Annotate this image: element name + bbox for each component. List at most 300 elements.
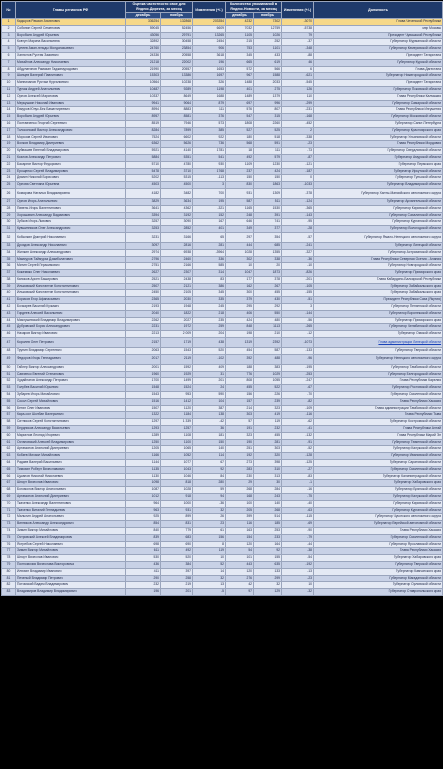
governor-name-cell: Полномочия Вячеслава Викторовича [16, 561, 126, 568]
governor-name-cell: Бердников Александр Васильевич [16, 426, 126, 433]
direct-nov-cell: 1100 [161, 439, 193, 446]
direct-change-cell: -113 [193, 175, 226, 182]
direct-dec-cell: 5921 [126, 148, 161, 155]
direct-nov-cell: 1184 [161, 412, 193, 419]
direct-dec-cell: 1548 [126, 385, 161, 392]
news-dec-cell: 273 [226, 460, 254, 467]
position-cell: Губернатор Свердловской области [314, 148, 443, 155]
news-dec-cell: 156 [226, 392, 254, 399]
news-dec-cell: 345 [226, 52, 254, 59]
table-row [2, 494, 443, 501]
governor-name-cell: Артамонов Анатолий Дмитриевич [16, 494, 126, 501]
news-nov-cell: 391 [254, 212, 282, 219]
governor-name-cell: Кадыров Рамзан Ахматович [16, 19, 126, 26]
position-cell: Губернатор Московской области [314, 114, 443, 121]
position-cell: Губернатор Хабаровского края [314, 555, 443, 562]
direct-nov-cell: 2030 [161, 297, 193, 304]
position-cell: Губернатор Приморского края [314, 317, 443, 324]
table-row [2, 188, 443, 198]
direct-change-cell: 204 [193, 331, 226, 338]
row-number-cell: 73 [2, 521, 16, 528]
direct-nov-cell: 520 [161, 555, 193, 562]
news-dec-cell: 198 [226, 331, 254, 338]
row-number-cell: 4 [2, 39, 16, 46]
direct-nov-cell: 2119 [161, 354, 193, 364]
news-nov-cell: 433 [254, 52, 282, 59]
direct-dec-cell: 1166 [126, 453, 161, 460]
news-nov-cell: 480 [254, 317, 282, 324]
news-dec-cell: 379 [226, 297, 254, 304]
governor-name-cell: Маркелов Леонид Игоревич [16, 432, 126, 439]
table-row [2, 324, 443, 331]
table-row [2, 73, 443, 80]
direct-nov-cell: 3710 [161, 168, 193, 175]
direct-change-cell: 84 [193, 473, 226, 480]
direct-dec-cell: 2521 [126, 276, 161, 283]
governor-name-cell: Шанцев Валерий Павлинович [16, 73, 126, 80]
governor-name-cell: Габлер Виктор Александрович [16, 364, 126, 371]
direct-change-cell: 245 [193, 304, 226, 311]
news-dec-cell: 162 [226, 283, 254, 290]
position-cell: Губернатор Ханты-Мансийского автономного округа [314, 188, 443, 198]
row-number-cell: 58 [2, 419, 16, 426]
news-change-cell: -253 [282, 371, 314, 378]
news-change-cell: -38 [282, 548, 314, 555]
governor-name-cell: Зимин Виктор Михайлович [16, 548, 126, 555]
news-change-cell: -23 [282, 575, 314, 582]
direct-change-cell: 314 [193, 270, 226, 277]
news-nov-cell: 1530 [254, 205, 282, 212]
news-nov-cell: 383 [254, 364, 282, 371]
news-nov-cell: 424 [254, 168, 282, 175]
news-nov-cell: 807 [254, 107, 282, 114]
row-number-cell: 36 [2, 263, 16, 270]
row-number-cell: 33 [2, 242, 16, 249]
news-change-cell: -12 [282, 331, 314, 338]
news-nov-cell: 488 [254, 354, 282, 364]
direct-nov-cell: 4140 [161, 148, 193, 155]
row-number-cell: 64 [2, 460, 16, 467]
news-dec-cell: 830 [226, 182, 254, 189]
news-dec-cell: 1109 [226, 161, 254, 168]
position-cell: Глава администрации Тамбовской области [314, 405, 443, 412]
governor-name-cell: Орлов Игорь Анатольевич [16, 198, 126, 205]
table-row [2, 338, 443, 348]
position-cell: Глава Республики Ингушетия [314, 107, 443, 114]
row-number-cell: 56 [2, 405, 16, 412]
position-cell: Губернатор Курганской области [314, 219, 443, 226]
news-dec-cell: 10 [226, 263, 254, 270]
direct-dec-cell: 10337 [126, 93, 161, 100]
direct-change-cell: 401 [193, 226, 226, 233]
news-nov-cell: 2033 [254, 80, 282, 87]
direct-nov-cell: 1592 [161, 364, 193, 371]
position-cell: Губернатор Калужской области [314, 494, 443, 501]
news-dec-cell: 283 [226, 466, 254, 473]
news-change-cell: -247 [282, 378, 314, 385]
col-header-nov-news: ноябрь [254, 13, 282, 19]
row-number-cell: 46 [2, 331, 16, 338]
governor-name-cell: Дубровский Борис Александрович [16, 324, 126, 331]
table-row [2, 141, 443, 148]
news-change-cell: -95 [282, 219, 314, 226]
position-cell: Глава Кабардино-Балкарской Республики [314, 276, 443, 283]
table-row [2, 19, 443, 26]
news-change-cell: -51 [282, 297, 314, 304]
position-cell: Губернатор Пензенской области [314, 304, 443, 311]
news-dec-cell: 576 [226, 107, 254, 114]
direct-change-cell: 83 [193, 276, 226, 283]
direct-dec-cell: 2157 [126, 338, 161, 348]
governor-name-cell: Остаповский Алексей Владимирович [16, 439, 126, 446]
direct-nov-cell: 219 [161, 582, 193, 589]
news-change-cell: -36 [282, 256, 314, 263]
position-cell: Губернатор Забайкальского края [314, 283, 443, 290]
direct-change-cell: 235 [193, 317, 226, 324]
governor-name-cell: Федоров Игорь Геннадьевич [16, 354, 126, 364]
news-change-cell: -115 [282, 514, 314, 521]
position-cell: Губернатор Челябинской области [314, 324, 443, 331]
direct-nov-cell: 1412 [161, 398, 193, 405]
news-nov-cell: 685 [254, 242, 282, 249]
direct-nov-cell: 52456 [161, 25, 193, 32]
position-cell: Президент Татарстана [314, 80, 443, 87]
direct-dec-cell: 290 [126, 575, 161, 582]
position-cell: Губернатор Вологодской области [314, 226, 443, 233]
direct-change-cell: 1781 [193, 148, 226, 155]
news-dec-cell: 42 [226, 582, 254, 589]
direct-dec-cell: 8284 [126, 127, 161, 134]
news-change-cell: -90 [282, 527, 314, 534]
news-change-cell: -52 [282, 446, 314, 453]
news-dec-cell: 295 [226, 304, 254, 311]
position-cell: Губернатор Кировской области [314, 205, 443, 212]
news-change-cell: -91 [282, 439, 314, 446]
position-cell: Губернатор Тверской области [314, 348, 443, 355]
news-change-cell: -121 [282, 161, 314, 168]
direct-nov-cell: 132868 [161, 19, 193, 26]
position-cell: Губернатор Белгородской области [314, 371, 443, 378]
direct-nov-cell: 20558 [161, 52, 193, 59]
news-dec-cell: 1489 [226, 93, 254, 100]
position-cell[interactable]: Глава администрации Липецкой области [314, 338, 443, 348]
news-dec-cell: 297 [226, 232, 254, 242]
news-nov-cell: 299 [254, 575, 282, 582]
direct-change-cell: 409 [193, 364, 226, 371]
news-nov-cell: 92 [254, 548, 282, 555]
position-cell: Губернатор Тульской области [314, 175, 443, 182]
news-nov-cell: 284 [254, 487, 282, 494]
news-nov-cell: 1230 [254, 161, 282, 168]
news-nov-cell: 741 [254, 219, 282, 226]
news-nov-cell: 378 [254, 276, 282, 283]
direct-dec-cell: 411 [126, 568, 161, 575]
position-cell: Губернатор Калининградской области [314, 473, 443, 480]
news-nov-cell: 32 [254, 582, 282, 589]
news-nov-cell: 377 [254, 226, 282, 233]
news-dec-cell: 120 [226, 568, 254, 575]
direct-nov-cell: 9064 [161, 100, 193, 107]
row-number-cell: 13 [2, 100, 16, 107]
news-nov-cell: 1055 [254, 378, 282, 385]
table-row [2, 555, 443, 562]
news-change-cell: -124 [282, 198, 314, 205]
table-row [2, 212, 443, 219]
col-header-change-news: Изменения (+/-) [282, 2, 314, 19]
news-change-cell: -3070 [282, 19, 314, 26]
direct-change-cell: 922 [193, 134, 226, 141]
position-cell: Губернатор Астраханской области [314, 249, 443, 256]
direct-nov-cell: 384 [161, 561, 193, 568]
direct-nov-cell: 2852 [161, 226, 193, 233]
direct-change-cell: 376 [193, 114, 226, 121]
news-dec-cell: 230 [226, 473, 254, 480]
governor-name-cell: Морозов Сергей Иванович [16, 134, 126, 141]
direct-change-cell: 6609 [193, 25, 226, 32]
direct-dec-cell: 43056 [126, 32, 161, 39]
col-header-nov: ноябрь [161, 13, 193, 19]
news-dec-cell: 237 [226, 168, 254, 175]
direct-dec-cell: 925 [126, 514, 161, 521]
position-cell: мэр Москвы [314, 25, 443, 32]
direct-nov-cell: 831 [161, 521, 193, 528]
table-row [2, 86, 443, 93]
position-cell: Губернатор Забайкальского края [314, 290, 443, 297]
direct-nov-cell: 690 [161, 541, 193, 548]
direct-nov-cell: 7946 [161, 120, 193, 127]
direct-nov-cell: 818 [161, 480, 193, 487]
position-cell: Губернатор Калужской области [314, 446, 443, 453]
direct-dec-cell: 8994 [126, 107, 161, 114]
direct-nov-cell: 953 [161, 392, 193, 399]
table-row [2, 46, 443, 53]
row-number-cell: 66 [2, 473, 16, 480]
direct-nov-cell: 5626 [161, 141, 193, 148]
row-number-cell: 59 [2, 426, 16, 433]
position-cell: Губернатор Саратовской области [314, 460, 443, 467]
news-change-cell: -241 [282, 242, 314, 249]
news-nov-cell: 243 [254, 494, 282, 501]
governor-name-cell: Каноков Арсен Баширович [16, 276, 126, 283]
row-number-cell: 20 [2, 148, 16, 155]
direct-nov-cell: 918 [161, 494, 193, 501]
table-row [2, 405, 443, 412]
news-dec-cell: 18 [226, 148, 254, 155]
row-number-cell: 67 [2, 480, 16, 487]
direct-nov-cell: 1043 [161, 466, 193, 473]
row-number-cell: 69 [2, 494, 16, 501]
news-nov-cell: 119 [254, 419, 282, 426]
row-number-cell: 35 [2, 256, 16, 263]
direct-change-cell: 111 [193, 107, 226, 114]
governor-name-cell: Куйвашев Евгений Владимирович [16, 148, 126, 155]
governor-name-cell: Назаров Виктор Иванович [16, 331, 126, 338]
table-row [2, 154, 443, 161]
governor-name-cell: Илюхин Владимир Иванович [16, 568, 126, 575]
governor-name-cell: Ткаченко Виталий Геннадьевич [16, 507, 126, 514]
news-nov-cell: 323 [254, 405, 282, 412]
direct-change-cell: 280 [193, 480, 226, 487]
row-number-cell: 71 [2, 507, 16, 514]
governor-name-cell: Меркушкин Николай Иванович [16, 100, 126, 107]
news-dec-cell: 547 [226, 114, 254, 121]
direct-nov-cell: 2460 [161, 256, 193, 263]
position-cell: Губернатор Магаданской области [314, 575, 443, 582]
table-row [2, 310, 443, 317]
governor-name-cell: Волков Владимир Дмитриевич [16, 141, 126, 148]
news-nov-cell: 1113 [254, 324, 282, 331]
governor-name-cell: Турчак Андрей Анатольевич [16, 86, 126, 93]
news-dec-cell: 177 [226, 276, 254, 283]
table-body [2, 19, 443, 596]
news-change-cell: -144 [282, 310, 314, 317]
position-cell: Губернатор Приморского края [314, 270, 443, 277]
news-change-cell: -57 [282, 232, 314, 242]
direct-change-cell: 32 [193, 575, 226, 582]
direct-change-cell: -321 [193, 205, 226, 212]
governor-name-cell: Савченко Евгений Степанович [16, 371, 126, 378]
news-change-cell: -67 [282, 385, 314, 392]
direct-change-cell: 930 [193, 161, 226, 168]
governor-name-cell: Гордеев Алексей Васильевич [16, 310, 126, 317]
news-dec-cell: 192 [226, 453, 254, 460]
news-dec-cell: 848 [226, 324, 254, 331]
governor-name-cell: Борисов Егор Афанасьевич [16, 297, 126, 304]
direct-nov-cell: 5351 [161, 154, 193, 161]
position-cell: Губернатор Ивановской области [314, 453, 443, 460]
direct-dec-cell: 6362 [126, 141, 161, 148]
news-change-cell: -75 [282, 494, 314, 501]
news-nov-cell: 525 [254, 127, 282, 134]
governor-name-cell: Сокол Сергей Михайлович [16, 398, 126, 405]
row-number-cell: 30 [2, 219, 16, 226]
table-row [2, 168, 443, 175]
row-number-cell: 15 [2, 114, 16, 121]
direct-change-cell: 10 [193, 555, 226, 562]
direct-change-cell: 31 [193, 371, 226, 378]
table-row [2, 161, 443, 168]
direct-nov-cell: 1972 [161, 324, 193, 331]
news-dec-cell: 454 [226, 348, 254, 355]
news-dec-cell: 150 [226, 175, 254, 182]
direct-nov-cell: 1524 [161, 385, 193, 392]
direct-change-cell: 335 [193, 297, 226, 304]
table-row [2, 59, 443, 66]
row-number-cell: 8 [2, 66, 16, 73]
direct-change-cell: 23 [193, 521, 226, 528]
direct-dec-cell: 2231 [126, 324, 161, 331]
governor-name-cell: Ковтун Марина Васильевна [16, 39, 126, 46]
direct-nov-cell: 5315 [161, 175, 193, 182]
direct-nov-cell: 258 [161, 575, 193, 582]
table-row [2, 290, 443, 297]
direct-change-cell: 573 [193, 120, 226, 127]
governor-name-cell: Кобзев Михаил Михайлович [16, 453, 126, 460]
row-number-cell: 57 [2, 412, 16, 419]
direct-nov-cell: 4500 [161, 182, 193, 189]
direct-dec-cell: 840 [126, 527, 161, 534]
direct-change-cell: 201 [193, 378, 226, 385]
row-number-cell: 39 [2, 283, 16, 290]
news-dec-cell: 300 [226, 290, 254, 297]
row-number-cell: 12 [2, 93, 16, 100]
news-change-cell: -545 [282, 80, 314, 87]
direct-nov-cell: 3482 [161, 188, 193, 198]
direct-change-cell: 65 [193, 232, 226, 242]
news-nov-cell: 111 [254, 148, 282, 155]
row-number-cell: 40 [2, 290, 16, 297]
news-dec-cell: 188 [226, 364, 254, 371]
governor-name-cell: Ильковский Константин Константинович [16, 290, 126, 297]
direct-dec-cell: 963 [126, 507, 161, 514]
direct-nov-cell: 8581 [161, 114, 193, 121]
table-row [2, 507, 443, 514]
table-row [2, 419, 443, 426]
table-row [2, 263, 443, 270]
news-change-cell: -327 [282, 249, 314, 256]
direct-dec-cell: 2213 [126, 331, 161, 338]
position-cell: Глава Республики Марий Эл [314, 432, 443, 439]
news-dec-cell: 424 [226, 317, 254, 324]
direct-dec-cell: 1543 [126, 392, 161, 399]
position-cell: Губернатор Красноярского края [314, 127, 443, 134]
table-row [2, 460, 443, 467]
news-dec-cell: 323 [226, 432, 254, 439]
row-number-cell: 55 [2, 398, 16, 405]
direct-change-cell: 92 [193, 466, 226, 473]
position-cell: Губернатор Новгородской области [314, 263, 443, 270]
table-row [2, 385, 443, 392]
news-dec-cell: 406 [226, 310, 254, 317]
news-nov-cell: 232 [254, 426, 282, 433]
direct-dec-cell: 5202 [126, 175, 161, 182]
table-row [2, 39, 443, 46]
news-nov-cell: 398 [254, 460, 282, 467]
table-row [2, 521, 443, 528]
direct-dec-cell: 21990 [126, 66, 161, 73]
news-dec-cell: 248 [226, 212, 254, 219]
direct-change-cell: -42 [193, 419, 226, 426]
direct-dec-cell: 5478 [126, 168, 161, 175]
direct-dec-cell: 5710 [126, 161, 161, 168]
direct-dec-cell: 32892 [126, 39, 161, 46]
governor-name-cell: Дроздов Александр Николаевич [16, 242, 126, 249]
row-number-cell: 50 [2, 364, 16, 371]
news-dec-cell: 97 [226, 589, 254, 596]
table-row [2, 127, 443, 134]
position-cell: Губернатор Ненецкого автономного округа [314, 354, 443, 364]
table-row [2, 283, 443, 290]
governor-name-cell: Зубарев Игорь Михайлович [16, 392, 126, 399]
direct-dec-cell: 2507 [126, 283, 161, 290]
governor-name-cell: Миклушевский Владимир Владимирович [16, 317, 126, 324]
direct-dec-cell: 2262 [126, 317, 161, 324]
direct-nov-cell: 779 [161, 527, 193, 534]
direct-change-cell: 52 [193, 561, 226, 568]
row-number-cell: 27 [2, 198, 16, 205]
news-nov-cell: 252 [254, 39, 282, 46]
table-row [2, 412, 443, 419]
governor-name-cell: Радаев Валерий Васильевич [16, 460, 126, 467]
news-nov-cell: 455 [254, 432, 282, 439]
news-change-cell: -365 [282, 205, 314, 212]
direct-change-cell: 36 [193, 426, 226, 433]
news-dec-cell: 120 [226, 541, 254, 548]
table-row [2, 487, 443, 494]
news-nov-cell: 619 [254, 59, 282, 66]
direct-change-cell: -3964 [193, 249, 226, 256]
news-change-cell: -41 [282, 426, 314, 433]
